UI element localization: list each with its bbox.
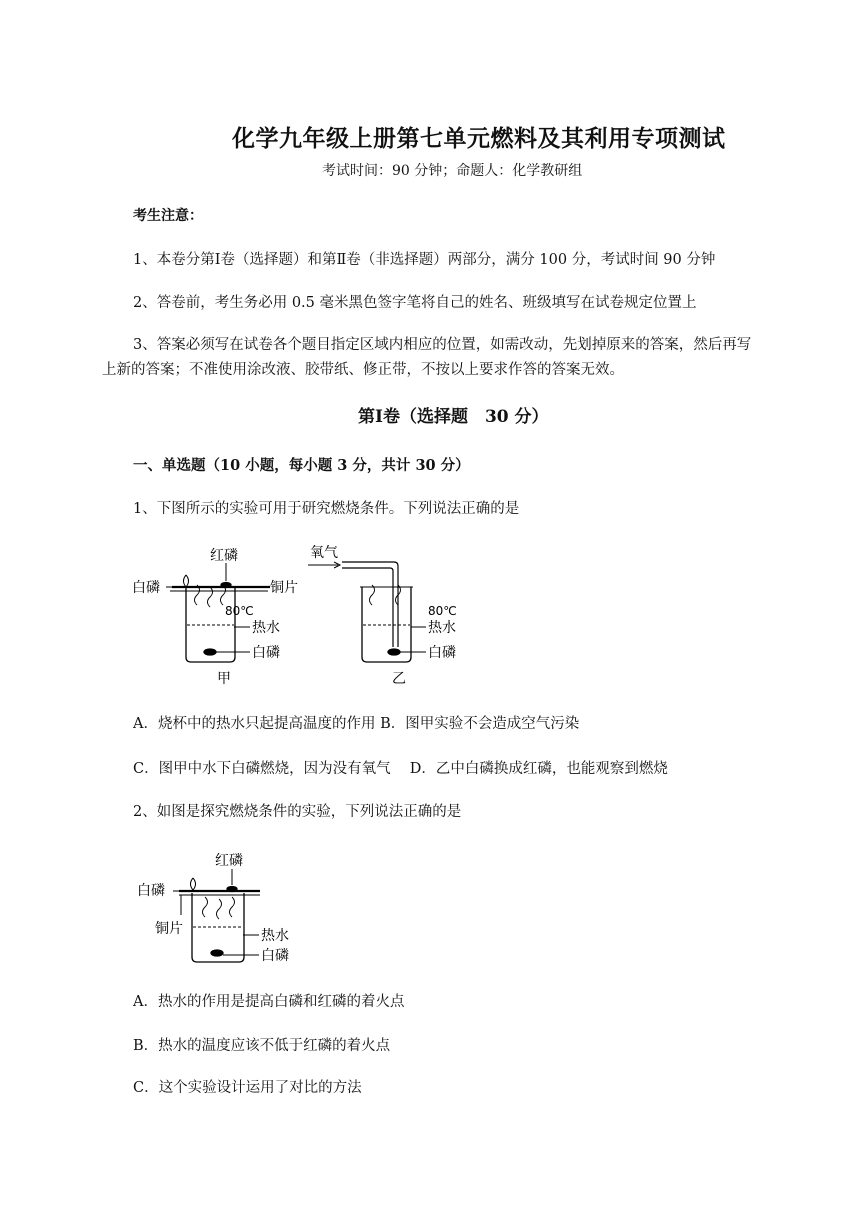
q2-white-p-underwater [211, 950, 223, 956]
q2-figure [135, 845, 305, 970]
jia-caption: 甲 [217, 671, 231, 687]
jia-white-p-underwater [204, 649, 216, 655]
q2-stem: 2、如图是探究燃烧条件的实验，下列说法正确的是 [133, 804, 462, 820]
jia-label-hot-water: 热水 [252, 620, 280, 636]
q2-flame [191, 878, 196, 890]
yi-label-white-p: 白磷 [428, 645, 456, 661]
q2-label-white-p-bottom: 白磷 [261, 948, 289, 964]
q2-option-c: C．这个实验设计运用了对比的方法 [133, 1080, 362, 1096]
q2-option-a: A．热水的作用是提高白磷和红磷的着火点 [133, 994, 405, 1010]
yi-oxygen-tube [342, 562, 398, 647]
exam-info: 考试时间：90 分钟；命题人：化学教研组 [322, 163, 583, 179]
yi-label-hot-water: 热水 [428, 620, 456, 636]
section-title: 第Ⅰ卷（选择题 30 分） [358, 407, 549, 427]
notice-item-2: 2、答卷前，考生务必用 0.5 毫米黑色签字笔将自己的姓名、班级填写在试卷规定位置上 [133, 295, 697, 311]
q1-options-ab: A．烧杯中的热水只起提高温度的作用 B．图甲实验不会造成空气污染 [133, 716, 580, 732]
q1-figure [130, 535, 475, 690]
q2-label-hot-water: 热水 [261, 928, 289, 944]
page-title: 化学九年级上册第七单元燃料及其利用专项测试 [232, 125, 726, 152]
yi-label-oxygen: 氧气 [310, 545, 338, 561]
q1-stem: 1、下图所示的实验可用于研究燃烧条件。下列说法正确的是 [133, 501, 520, 517]
q2-label-red-p: 红磷 [215, 853, 243, 869]
notice-item-3: 3、答案必须写在试卷各个题目指定区域内相应的位置，如需改动，先划掉原来的答案，然后再写 [133, 337, 752, 353]
notice-item-1: 1、本卷分第Ⅰ卷（选择题）和第Ⅱ卷（非选择题）两部分，满分 100 分，考试时间 90 分钟 [133, 252, 716, 268]
jia-label-red-p: 红磷 [210, 548, 238, 564]
notice-item-3-cont: 上新的答案；不准使用涂改液、胶带纸、修正带，不按以上要求作答的答案无效。 [102, 362, 624, 378]
jia-label-temp: 80℃ [225, 604, 254, 618]
jia-flame [184, 575, 189, 587]
q2-label-white-p: 白磷 [137, 883, 165, 899]
notice-heading: 考生注意： [133, 208, 203, 224]
q1-options-cd: C．图甲中水下白磷燃烧，因为没有氧气 D．乙中白磷换成红磷，也能观察到燃烧 [133, 761, 668, 777]
q2-red-p [227, 887, 237, 892]
q2-label-copper: 铜片 [155, 921, 183, 937]
yi-white-p [388, 649, 400, 655]
yi-label-temp: 80℃ [428, 604, 457, 618]
jia-label-copper: 铜片 [270, 580, 298, 596]
q2-option-b: B．热水的温度应该不低于红磷的着火点 [133, 1038, 391, 1054]
yi-caption: 乙 [392, 671, 406, 687]
jia-label-white-p: 白磷 [132, 580, 160, 596]
jia-label-white-p-bottom: 白磷 [252, 645, 280, 661]
jia-red-p [221, 583, 231, 588]
part-title: 一、单选题（10 小题，每小题 3 分，共计 30 分） [133, 457, 470, 474]
